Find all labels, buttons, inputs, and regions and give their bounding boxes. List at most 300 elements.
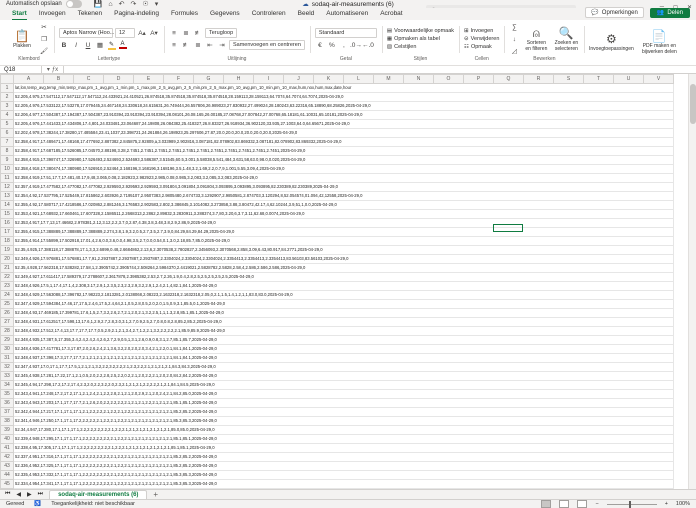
grid-cell-a26[interactable]: 52.348,4.93,17.469185,17.399781,17.6,1,5,2.7,3.2,2.6,2.7,2.1,2.0,2.1,3.2,2.5,1,1,1.3,2.8,85.1,85.1,2025-04-29,0 — [14, 309, 674, 318]
autosum-icon[interactable]: ∑ — [512, 23, 517, 31]
grid-row — [1, 237, 674, 246]
grid-row — [1, 309, 674, 318]
delete-cells-button[interactable] — [464, 36, 499, 42]
grid-row — [1, 435, 674, 444]
align-top-icon[interactable]: ≡ — [172, 29, 176, 37]
format-as-table-button[interactable] — [387, 36, 454, 42]
grid-row — [1, 219, 674, 228]
vertical-scrollbar[interactable] — [688, 74, 696, 489]
font-name-input[interactable]: Aptos Narrow (Hoo... — [59, 28, 113, 38]
row-header-28[interactable]: 28 — [1, 327, 14, 336]
grid-row — [1, 372, 674, 381]
table-label: Opmaken als tabel — [394, 36, 440, 42]
add-sheet-icon[interactable]: + — [153, 490, 159, 499]
row-header-1[interactable]: 1 — [1, 84, 14, 93]
grid-cell-a36[interactable]: 52.343,4.943,17.203,17.1,17.7,17.7,2.1,2.6,2.0,2.2,2.2,2.2,2.1,2.1,2.1,2.2,2.1,2.1,2.1,85.1,85.1,2025-04-29,0 — [14, 399, 674, 408]
prev-sheet-icon[interactable]: ◀ — [16, 492, 22, 498]
paste-button[interactable] — [9, 30, 35, 49]
row-header-7[interactable]: 7 — [1, 138, 14, 147]
grid-row — [1, 300, 674, 309]
paintbrush-icon[interactable]: 🖌 — [39, 48, 49, 55]
ribbon-group-font — [54, 22, 164, 63]
zoom-in-icon[interactable]: + — [664, 501, 668, 507]
format-cells-button[interactable] — [464, 44, 499, 50]
insert-cells-button[interactable] — [464, 28, 499, 34]
column-header-b[interactable]: B — [44, 75, 74, 84]
grid-cell-a25[interactable]: 52.347,4.929,17.594384,17.46,17,17.5,2.4,6,17.5,2.4,64,2.1,0.5,2.8,0.5,2.0,2.0,1.5,0.9,3.1,85.5,0.1,2025-04-29,0 — [14, 300, 674, 309]
comma-icon[interactable]: , — [342, 41, 345, 49]
column-header-t[interactable]: T — [584, 75, 614, 84]
grid-cell-a10[interactable]: 52.358,4.918,17.380474,17.380980,17.526910,2.52464,3.168196,3.168196,3.168196,3.5,1.48,3.2,1.69,2.2,0.7,9,1.001,5.55,3.09,4,2025-04-29,0 — [14, 165, 674, 174]
cloud-icon: ☁ — [302, 1, 309, 8]
column-header-n[interactable]: N — [404, 75, 434, 84]
grid-cell-a43[interactable]: 52.336,4.952,17.325,17.1,17.1,17.1,2.2,2.2,2.2,2.2,2.1,2.2,2.1,2.1,2.1,2.1,2.1,2.1,2.1,85.2,85.2,2025-04-29,0 — [14, 462, 674, 471]
grid-cell-a28[interactable]: 52.348,4.932,17.512,17.4,13,17.7,17.7,17.7,0.5,2.9,2.1,2.1,3.4,2.7,1.2,2.1,3.2,2.2,2.2,2.1,85.9,85.9,2025-04-29,0 — [14, 327, 674, 336]
grid-row — [1, 282, 674, 291]
sort-filter-label: Sorteren en filteren — [525, 39, 548, 52]
row-header-15[interactable]: 15 — [1, 210, 14, 219]
grid-row — [1, 399, 674, 408]
column-header-l[interactable]: L — [344, 75, 374, 84]
grid-cell-a35[interactable]: 52.343,4.941,17.248,17.2,17.2,17.1,2.1,2.4,2.1,2.2,2.8,2.1,2.1,2.0,2.9,2.1,2.0,2.4,2.1,84.2,85.0,2025-04-29,0 — [14, 390, 674, 399]
row-header-24[interactable]: 24 — [1, 291, 14, 300]
select-all-button[interactable] — [1, 75, 14, 84]
sheet-tab-active[interactable]: sodaq-air-measurements (6) — [49, 490, 147, 499]
tab-formules[interactable]: Formules — [170, 10, 199, 17]
column-header-h[interactable]: H — [224, 75, 254, 84]
grid-cell-a23[interactable]: 52.348,4.926,17.5,1,17.4,17.1,4,2.308,3.17,2.9,1,2.3,5,2.3,2.3,2.9,3.2,2.9,1,2.4,2.1,4,82.1,84.1,2025-04-29,0 — [14, 282, 674, 291]
grid-row — [1, 426, 674, 435]
column-header-j[interactable]: J — [284, 75, 314, 84]
touch-icon[interactable]: ☉ — [142, 0, 149, 8]
find-select-icon: 🔍 — [558, 25, 574, 40]
comments-button[interactable] — [585, 7, 644, 18]
grid-cell-a3[interactable]: 52.205,4.976,17.533122,17.53278,17.079445,24.467148,24.330618,24.615631,26.749444,26.557806,26.989023,27.830932,27.499024,28.180243,63.22316,65.18890,68.25826,2025-04-29,0 — [14, 102, 674, 111]
column-header-d[interactable]: D — [104, 75, 134, 84]
grid-cell-a39[interactable]: 52.34,4.947,17.280,17.1,17.1,17.1,2.2,2.2,2.2,2.2,2.1,2.2,2.1,2.1,2.1,2.1,2.1,2.1,2.1,85.0,85.0,2025-04-29,0 — [14, 426, 674, 435]
zoom-level: 100% — [675, 501, 690, 507]
conditional-formatting-button[interactable] — [387, 28, 454, 34]
addins-icon: ⚙ — [606, 31, 617, 46]
grid-cell-a7[interactable]: 52.358,4.917,17.489471,17.48168,17.477692,2.887382,2.845875,2.92809,a,3.033989,2.902816,3.087181,82.078902,83.869332,3.087181,82.078902,83.869332,2025-04-29,0 — [14, 138, 674, 147]
currency-icon[interactable]: € — [318, 41, 322, 49]
tab-gegevens[interactable]: Gegevens — [210, 10, 240, 17]
grid-row — [1, 84, 674, 93]
grid-row — [1, 156, 674, 165]
bold-button[interactable]: B — [61, 41, 67, 49]
grid-row — [1, 327, 674, 336]
grid-row — [1, 444, 674, 453]
grid-row — [1, 129, 674, 138]
row-header-9[interactable]: 9 — [1, 156, 14, 165]
chevron-down-icon[interactable]: ▾ — [154, 0, 159, 8]
column-header-o[interactable]: O — [434, 75, 464, 84]
merge-center-button[interactable]: Samenvoegen en centreren — [229, 40, 305, 50]
row-header-35[interactable]: 35 — [1, 390, 14, 399]
first-sheet-icon[interactable]: ⏮ — [5, 491, 11, 497]
next-sheet-icon[interactable]: ▶ — [27, 492, 32, 498]
row-header-41[interactable]: 41 — [1, 444, 14, 453]
row-header-45[interactable]: 45 — [1, 480, 14, 489]
autosave-toggle[interactable] — [6, 0, 82, 8]
column-header-m[interactable]: M — [374, 75, 404, 84]
name-box[interactable]: Q18 — [0, 66, 42, 73]
grid-row — [1, 93, 674, 102]
grid-row — [1, 210, 674, 219]
underline-button[interactable]: U — [85, 41, 91, 49]
column-header-s[interactable]: S — [554, 75, 584, 84]
clipboard-group-label: Klembord — [18, 56, 40, 62]
document-title: sodaq-air-measurements (6) — [311, 1, 394, 8]
grid-cell-a31[interactable]: 52.348,4.937,17.398,17.3,17.7,17.7,2.1,2.1,2.1,2.1,2.1,2.1,2.1,2.1,2.1,2.1,2.1,2.1,2.1,84.1,84.1,2025-04-29,0 — [14, 354, 674, 363]
status-mode: Gereed — [6, 501, 25, 507]
format-label: Opmaak — [470, 44, 492, 50]
quick-access-toolbar — [94, 1, 159, 8]
row-header-44[interactable]: 44 — [1, 471, 14, 480]
styles-group-label: Stijlen — [413, 56, 428, 62]
grid-cell-a33[interactable]: 52.345,4.938,17.281,17.22,17.1,2.1,0.5,2.0,2.2,2.8,2.5,2.2,0.2,2.1,2.0,2.2,2.1,2.0,2.0,84.2,84.2,2025-04-29,0 — [14, 372, 674, 381]
align-right-icon[interactable]: ≣ — [195, 42, 201, 49]
grid-row — [1, 381, 674, 390]
zoom-slider-thumb[interactable] — [629, 501, 631, 508]
grid-row — [1, 345, 674, 354]
grid-cell-a13[interactable]: 52.354,4.92,17.537795,17.525449,17.815862,2.603926,2.7195107,2.9507383,2.9805480,2.674733,3.1292907,2.9850581,2.874703,3.120294,8,52.054574,01.094,42,12558,2025-04-29,0 — [14, 192, 674, 201]
normal-view-icon[interactable] — [541, 500, 551, 508]
grid-cell-a9[interactable]: 52.358,4.915,17.398747,17.326980,17.526493,2.524693,2.524693,3.586387,3.51545,60.5,3.001,5.58038,5.541,484,3.631,58,63.0,98.0,0.020,2025-04-29,0 — [14, 156, 674, 165]
row-header-39[interactable]: 39 — [1, 426, 14, 435]
percent-icon[interactable]: % — [329, 41, 335, 49]
ribbon-group-cells — [459, 22, 504, 63]
row-header-13[interactable]: 13 — [1, 192, 14, 201]
column-header-k[interactable]: K — [314, 75, 344, 84]
conditional-label: Voorwaardelijke opmaak — [394, 28, 455, 34]
grid-cell-a6[interactable]: 52.202,4.978,17.38244,17.38280,17.485584,23.41,1037,23.398721,24.261884,26.198923,25.297606,27.87,20.0,20.0,20.0,20.0,20.0,20.0,2025-04-29,0 — [14, 129, 674, 138]
grid-cell-a15[interactable]: 52.353,4.921,17.68932,17.660461,17.607328,2.1586511,2.2668313,2.2862,2.89832,3.2830911,3.288374,3.7,80,3.20,6,3.7,3.11,62.68,0.0074,2025-04-29,0 — [14, 210, 674, 219]
grid-row — [1, 363, 674, 372]
addins-button[interactable] — [589, 33, 633, 52]
borders-icon[interactable]: ▦ — [96, 42, 104, 49]
grid-cell-a45[interactable]: 52.334,4.954,17.341,17.1,17.1,17.1,2.2,2.2,2.2,2.2,2.1,2.2,2.1,2.1,2.1,2.1,2.1,2.1,2.1,85.3,85.3,2025-04-29,0 — [14, 480, 674, 489]
pdf-icon: 📄 — [651, 28, 667, 43]
grid-cell-a38[interactable]: 52.341,4.946,17.250,17.1,17.1,17.2,2.2,2.2,2.1,2.2,2.1,2.2,2.1,2.1,2.1,2.1,2.1,2.1,2.1,85.3,85.3,2025-04-29,0 — [14, 417, 674, 426]
row-header-25[interactable]: 25 — [1, 300, 14, 309]
cell-styles-icon: ▧ — [386, 44, 393, 50]
grid-cell-a2[interactable]: 52.205,4.975,17.547112,17.547112,17.547112,24.433921,24.410521,26.874518,35.874518,35.874518,35.874518,28.159113,28.159113,64.7074,64.7074,64.7074,2025-04-29,0 — [14, 93, 674, 102]
align-middle-icon[interactable]: ≣ — [183, 30, 189, 37]
italic-button[interactable]: I — [75, 41, 77, 49]
column-header-u[interactable]: U — [614, 75, 644, 84]
column-header-p[interactable]: P — [464, 75, 494, 84]
number-group-label: Getal — [339, 56, 352, 62]
row-header-5[interactable]: 5 — [1, 120, 14, 129]
sheet-bar — [0, 489, 696, 499]
font-size-input[interactable]: 12 — [115, 28, 135, 38]
accessibility-icon[interactable]: ♿ — [34, 501, 42, 507]
grid-cell-a21[interactable]: 52.35,4.928,17.562318,17.538282,17.58,1,2.3905742,2.3905744,2.508264,2.5984370,2.4419021,2.5828782,2.5828,2.58,4,2.586,2.586,2.586,2025-04-29,0 — [14, 264, 674, 273]
row-header-27[interactable]: 27 — [1, 318, 14, 327]
row-header-26[interactable]: 26 — [1, 309, 14, 318]
row-header-6[interactable]: 6 — [1, 129, 14, 138]
grid-cell-a44[interactable]: 52.335,4.953,17.332,17.1,17.1,17.1,2.2,2.2,2.2,2.2,2.1,2.2,2.1,2.1,2.1,2.1,2.1,2.1,2.1,85.3,85.3,2025-04-29,0 — [14, 471, 674, 480]
grid-row — [1, 228, 674, 237]
pdf-label: PDF maken en bijwerken delen — [642, 42, 677, 55]
grid-cell-a27[interactable]: 52.348,4.931,17.612517,17.598,13,17.6,1,2.9,2.7,2.8,3.0,3.1,2.7,0.9,2.5,2.7,0.8,0.8,2.8,85.2,85.2,2025-04-29,0 — [14, 318, 674, 327]
indent-decrease-icon[interactable]: ⇤ — [207, 42, 213, 49]
ribbon-group-number — [310, 22, 382, 63]
grid-cell-a5[interactable]: 52.205,4.976,17.441433,17.434806,17.4,801,24.033481,23.064687,24.19808,26.084382,25.418327,26.8.83327,26.918934,36.902120,33.935,27.1003,64.0,64.65671,2025-04-29,0 — [14, 120, 674, 129]
fill-icon[interactable]: ↓ — [512, 35, 517, 43]
ribbon-group-addins — [584, 22, 686, 63]
sort-filter-icon: ⍝ — [532, 25, 540, 40]
clear-icon[interactable]: ◿ — [511, 48, 517, 55]
paste-label: Plakken — [13, 42, 31, 49]
grid-row — [1, 336, 674, 345]
row-header-11[interactable]: 11 — [1, 174, 14, 183]
grid-row — [1, 147, 674, 156]
row-header-42[interactable]: 42 — [1, 453, 14, 462]
cellstyles-label: Celstijlen — [394, 44, 417, 50]
page-break-icon[interactable] — [577, 500, 587, 508]
addins-group-label — [589, 62, 681, 63]
format-cells-icon: ☷ — [464, 44, 469, 50]
grid-row — [1, 192, 674, 201]
ribbon-tabs-right — [585, 7, 690, 18]
scrollbar-thumb[interactable] — [690, 84, 696, 124]
align-bottom-icon[interactable]: ≢ — [194, 29, 202, 37]
accessibility-status: Toegankelijkheid: niet beschikbaar — [51, 501, 135, 507]
grid-cell-a19[interactable]: 52.35,4.925,17.388118,17.388878,17.1,3,3,2.6899,0.48,2.6684862,2.13,6,2.3070538,2.7802827,2.3456093,2.3070568,2.858,3.09,6.43,80.917,84.2771,2025-04-29,0 — [14, 246, 674, 255]
row-header-23[interactable]: 23 — [1, 282, 14, 291]
ribbon-group-editing — [504, 22, 584, 63]
grid-cell-a22[interactable]: 52.349,4.927,17.611417,17.589379,17.2788607,2.3617878,2.3985382,2.53,2.7,2.26,1.9,0.4,2.8,2.5,2.5,2.5,2.5,2.5,2025-04-29,0 — [14, 273, 674, 282]
grid-table[interactable] — [0, 74, 674, 489]
row-header-12[interactable]: 12 — [1, 183, 14, 192]
grid-cell-a8[interactable]: 52.358,4.917,17.687185,17.526085,17.04570,2.88198,3.28,2.7451,2.7451,2.7451,2.7451,2.7451,2.7451,2.7451,2.7451,2.7451,2.7451,2.7451,2025-04-29,0 — [14, 147, 674, 156]
tab-automatiseren[interactable]: Automatiseren — [326, 10, 369, 17]
grid-row — [1, 201, 674, 210]
column-header-q[interactable]: Q — [494, 75, 524, 84]
status-bar — [0, 499, 696, 508]
share-label: Delen — [667, 9, 683, 16]
grid-cell-a12[interactable]: 52.357,4.919,17.477582,17.477082,17.477082,2.929593,2.929593,2.929593,3.091804,3.091804,3.091804,3.093895,3.093895,3.093895,82.230389,82.230389,2025-04-29,0 — [14, 183, 674, 192]
row-header-30[interactable]: 30 — [1, 345, 14, 354]
column-header-g[interactable]: G — [194, 75, 224, 84]
grid-row — [1, 138, 674, 147]
save-icon[interactable]: 💾 — [93, 0, 103, 8]
column-header-v[interactable]: V — [644, 75, 674, 84]
autosave-switch[interactable] — [66, 0, 82, 8]
delete-label: Verwijderen — [470, 36, 500, 42]
clipboard-icon: 📋 — [14, 28, 30, 43]
row-header-38[interactable]: 38 — [1, 417, 14, 426]
column-header-i[interactable]: I — [254, 75, 284, 84]
number-format-select[interactable]: Standaard — [315, 28, 377, 38]
column-header-f[interactable]: F — [164, 75, 194, 84]
autosave-label: Automatisch opslaan — [6, 1, 62, 7]
grid-row — [1, 471, 674, 480]
row-header-33[interactable]: 33 — [1, 372, 14, 381]
row-header-8[interactable]: 8 — [1, 147, 14, 156]
tab-tekenen[interactable]: Tekenen — [77, 10, 103, 17]
page-layout-icon[interactable] — [559, 500, 569, 508]
grid-row — [1, 408, 674, 417]
comments-label: Opmerkingen — [601, 9, 638, 16]
copy-icon[interactable]: ❐ — [41, 36, 47, 43]
ribbon-group-styles — [382, 22, 459, 63]
grid-cell-a16[interactable]: 52.353,4.917,17.7,13,17.46682,2.978381,2.12,3.12,2.2,3.7,0,2.87,4.38,3.8,3.48,3.8,2.9,2.86,9,2025-04-29,0 — [14, 219, 674, 228]
increase-font-icon[interactable]: A▴ — [138, 30, 146, 37]
grid-row — [1, 453, 674, 462]
insert-label: Invoegen — [470, 28, 494, 34]
row-header-21[interactable]: 21 — [1, 264, 14, 273]
share-icon: 👥 — [656, 10, 665, 16]
grid-row — [1, 255, 674, 264]
spreadsheet-grid[interactable] — [0, 74, 696, 489]
row-header-29[interactable]: 29 — [1, 336, 14, 345]
grid-row — [1, 354, 674, 363]
addins-label: Invoegtoepassingen — [589, 45, 634, 52]
tab-pagina-indeling[interactable]: Pagina-indeling — [114, 10, 159, 17]
grid-cell-a42[interactable]: 52.337,4.951,17.316,17.1,17.1,17.1,2.2,2.2,2.2,2.2,2.1,2.2,2.1,2.1,2.1,2.1,2.1,2.1,2.1,85.2,85.2,2025-04-29,0 — [14, 453, 674, 462]
grid-cell-a41[interactable]: 52.338,4.95,17.305,17.1,17.1,17.1,2.2,2.2,2.2,2.2,2.1,2.2,2.1,2.1,2.1,2.1,2.1,2.1,2.1,85.1,85.1,2025-04-29,0 — [14, 444, 674, 453]
grid-row — [1, 246, 674, 255]
row-header-34[interactable]: 34 — [1, 381, 14, 390]
home-icon[interactable]: ⌂ — [108, 0, 113, 8]
grid-row — [1, 390, 674, 399]
tab-controleren[interactable]: Controleren — [251, 10, 286, 17]
row-header-36[interactable]: 36 — [1, 399, 14, 408]
zoom-out-icon[interactable]: − — [595, 501, 599, 507]
row-header-4[interactable]: 4 — [1, 111, 14, 120]
conditional-format-icon: ▤ — [386, 28, 393, 34]
alignment-group-label: Uitlijning — [227, 56, 247, 62]
grid-row — [1, 318, 674, 327]
row-header-22[interactable]: 22 — [1, 273, 14, 282]
column-header-a[interactable]: A — [14, 75, 44, 84]
grid-row — [1, 417, 674, 426]
column-header-c[interactable]: C — [74, 75, 104, 84]
formula-bar — [0, 66, 696, 74]
grid-cell-a20[interactable]: 52.349,4.926,17.976881,17.576881,17.7,91,2.2937887,2.2937887,2.2937887,2.3304024,2.3304024,2.3304024,2.3354413,2.3354413,2.3354413,83.56103,83.56103,2025-04-29,0 — [14, 255, 674, 264]
cells-group-label: Cellen — [474, 56, 489, 62]
row-header-43[interactable]: 43 — [1, 462, 14, 471]
grid-row — [1, 183, 674, 192]
row-header-10[interactable]: 10 — [1, 165, 14, 174]
row-header-18[interactable]: 18 — [1, 237, 14, 246]
indent-increase-icon[interactable]: ⇥ — [219, 42, 225, 49]
grid-row — [1, 273, 674, 282]
row-header-40[interactable]: 40 — [1, 435, 14, 444]
sort-filter-button[interactable] — [523, 27, 549, 52]
ribbon-tabs — [0, 8, 696, 20]
status-bar-right — [541, 500, 690, 508]
chevron-down-icon[interactable]: ▾ — [46, 67, 50, 73]
column-header-r[interactable]: R — [524, 75, 554, 84]
pdf-button[interactable] — [637, 30, 681, 55]
tab-invoegen[interactable]: Invoegen — [38, 10, 66, 17]
row-header-31[interactable]: 31 — [1, 354, 14, 363]
grid-cell-a34[interactable]: 52.345,4.94,17.298,17.2,17.2,17.4,2.3,2.0,2.2,3.2,2.0,2.3,2.1,2.1,2.1,2.2,2.2,2.1,2.1,84.1,84.5,2025-04-29,0 — [14, 381, 674, 390]
column-header-row — [1, 75, 674, 84]
grid-row — [1, 102, 674, 111]
grid-row — [1, 462, 674, 471]
grid-cell-a18[interactable]: 52.355,4.914,17.55899,17.502918,17.01,4,2.6,0.0,3.6,0.0,4.98,3.5,2.7,0.0,0.54,0.1,3.0,2.18,85.7,85.0,2025-04-29,0 — [14, 237, 674, 246]
decrease-decimal-icon[interactable]: ←.0 — [361, 41, 374, 49]
find-select-label: Zoeken en selecteren — [554, 39, 579, 52]
last-sheet-icon[interactable]: ⏭ — [37, 491, 44, 497]
ribbon-group-clipboard — [4, 22, 54, 63]
tab-acrobat[interactable]: Acrobat — [380, 10, 403, 17]
increase-decimal-icon[interactable]: .0→ — [349, 41, 362, 49]
tab-beeld[interactable]: Beeld — [297, 10, 315, 17]
row-header-32[interactable]: 32 — [1, 363, 14, 372]
ribbon-group-alignment — [164, 22, 310, 63]
grid-row — [1, 480, 674, 489]
grid-row — [1, 120, 674, 129]
grid-row — [1, 165, 674, 174]
editing-group-label: Bewerken — [533, 56, 556, 62]
grid-cell-a40[interactable]: 52.339,4.948,17.295,17.1,17.1,17.1,2.2,2.2,2.2,2.2,2.1,2.2,2.1,2.1,2.1,2.1,2.1,2.1,2.1,85.1,85.1,2025-04-29,0 — [14, 435, 674, 444]
find-select-button[interactable] — [553, 27, 579, 52]
redo-icon[interactable]: ↷ — [130, 0, 137, 8]
grid-cell-a4[interactable]: 52.206,4.977,17.504387,17.194387,17.504387,23.910394,23.910394,23.910394,28.08101,26.08.165,26.00185,27.08768,27.007842,27.00768,65.18181,61.10031,65.10181,2025-04-29,0 — [14, 111, 674, 120]
ribbon — [0, 20, 696, 66]
grid-cell-a29[interactable]: 52.348,4.935,17.387,5,17.355,3.4,2.4,2.4,2.4,2.6,2.7,2.9,0.5,1,3.1,2.6,0.9,0.8,3.1,2.7,85.1,85.7,2025-04-29,0 — [14, 336, 674, 345]
scissors-icon[interactable]: ✂ — [41, 24, 47, 31]
row-header-17[interactable]: 17 — [1, 228, 14, 237]
grid-row — [1, 174, 674, 183]
share-button[interactable] — [650, 8, 690, 18]
font-group-label: Lettertype — [97, 56, 121, 62]
column-header-e[interactable]: E — [134, 75, 164, 84]
undo-icon[interactable]: ↶ — [118, 0, 125, 8]
grid-row — [1, 111, 674, 120]
tab-start[interactable]: Start — [6, 8, 33, 20]
insert-cells-icon: ⊞ — [464, 28, 469, 34]
font-color-icon[interactable]: A — [120, 40, 125, 47]
grid-cell-a11[interactable]: 52.358,4.919,17.51,17.7,17.481,40.17,9,48,3.065,0.08,2.182923,2.982923,2.985,0.08,0.985,3.2,083,3.2,085,3.2,083,2025-04-29,0 — [14, 174, 674, 183]
comment-icon: 💬 — [591, 10, 599, 16]
grid-cell-a24[interactable]: 52.348,4.929,17.563088,17.396782,17.98223,2.1813281,2.0138068,2.08223,2.1632318,2.1632318,2.05,0,2.1,1.5,1.4,1.2,1,1,83.0,83.0,2025-04-29,0 — [14, 291, 674, 300]
row-header-16[interactable]: 16 — [1, 219, 14, 228]
table-format-icon: ▦ — [386, 36, 393, 42]
grid-row — [1, 264, 674, 273]
grid-row — [1, 291, 674, 300]
zoom-slider[interactable] — [607, 504, 657, 505]
grid-cell-a32[interactable]: 52.347,4.937,17.0,17.1,17.7,17.5,1,2.1,2.1,3.2,2.2,3.2,2.2,2.1,2.3,2.2,2.1,2.1,2.1,2.1,84.3,84.3,2025-04-29,0 — [14, 363, 674, 372]
row-header-20[interactable]: 20 — [1, 255, 14, 264]
align-left-icon[interactable]: ≡ — [172, 41, 176, 49]
decrease-font-icon[interactable]: A▾ — [150, 30, 158, 37]
insert-function-button[interactable] — [42, 66, 64, 73]
row-header-37[interactable]: 37 — [1, 408, 14, 417]
wrap-text-button[interactable]: Terugloop — [205, 28, 237, 38]
row-header-3[interactable]: 3 — [1, 102, 14, 111]
align-center-icon[interactable]: ≢ — [182, 41, 190, 49]
cell-styles-button[interactable] — [387, 44, 454, 50]
grid-cell-a37[interactable]: 52.342,4.944,17.217,17.1,17.1,17.1,2.1,2.2,2.2,2.1,2.2,2.1,2.2,2.1,2.1,2.1,2.1,2.1,2.1,85.2,85.2,2025-04-29,0 — [14, 408, 674, 417]
grid-cell-a1[interactable]: lat,lon,temp_avg,temp_min,temp_max,pm_1_avg,pm_1_min,pm_1_max,pm_2_5_avg,pm_2_5_min,pm_2_5_max,pm_10_avg,pm_10_min,pm_10_max,hum,nox,hum,max,date,hour — [14, 84, 674, 93]
row-header-14[interactable]: 14 — [1, 201, 14, 210]
delete-cells-icon: ⊝ — [464, 36, 469, 42]
grid-cell-a17[interactable]: 52.355,4.915,17.388889,17.388889,17.388889,2.274,3.8,1.9,3.2,0.5,2.7,3.5,2.7,3.9,0,84.29,84.29,84.29,2025-04-29,0 — [14, 228, 674, 237]
fill-color-icon[interactable]: ✎ — [108, 41, 115, 48]
row-header-2[interactable]: 2 — [1, 93, 14, 102]
grid-cell-a30[interactable]: 52.348,4.936,17.417781,17.3,17.87,2.0,2.6,2.4,2.1,3.6,3.2,2.0,2.0,2.0,3.4,2.1,2.2,0.1,84.1,84.1,2025-04-29,0 — [14, 345, 674, 354]
grid-cell-a14[interactable]: 52.355,4.92,17.580717,17.4218586,17.020862,2.881246,3.176583,2.902583,2.802,3.386845,3.1014082,3.273858,3.88,3.80472,42.17,4,62.10244,3.9,51,1,0.0,2025-04-29,0 — [14, 201, 674, 210]
row-header-19[interactable]: 19 — [1, 246, 14, 255]
fx-icon: ƒx — [51, 66, 59, 73]
